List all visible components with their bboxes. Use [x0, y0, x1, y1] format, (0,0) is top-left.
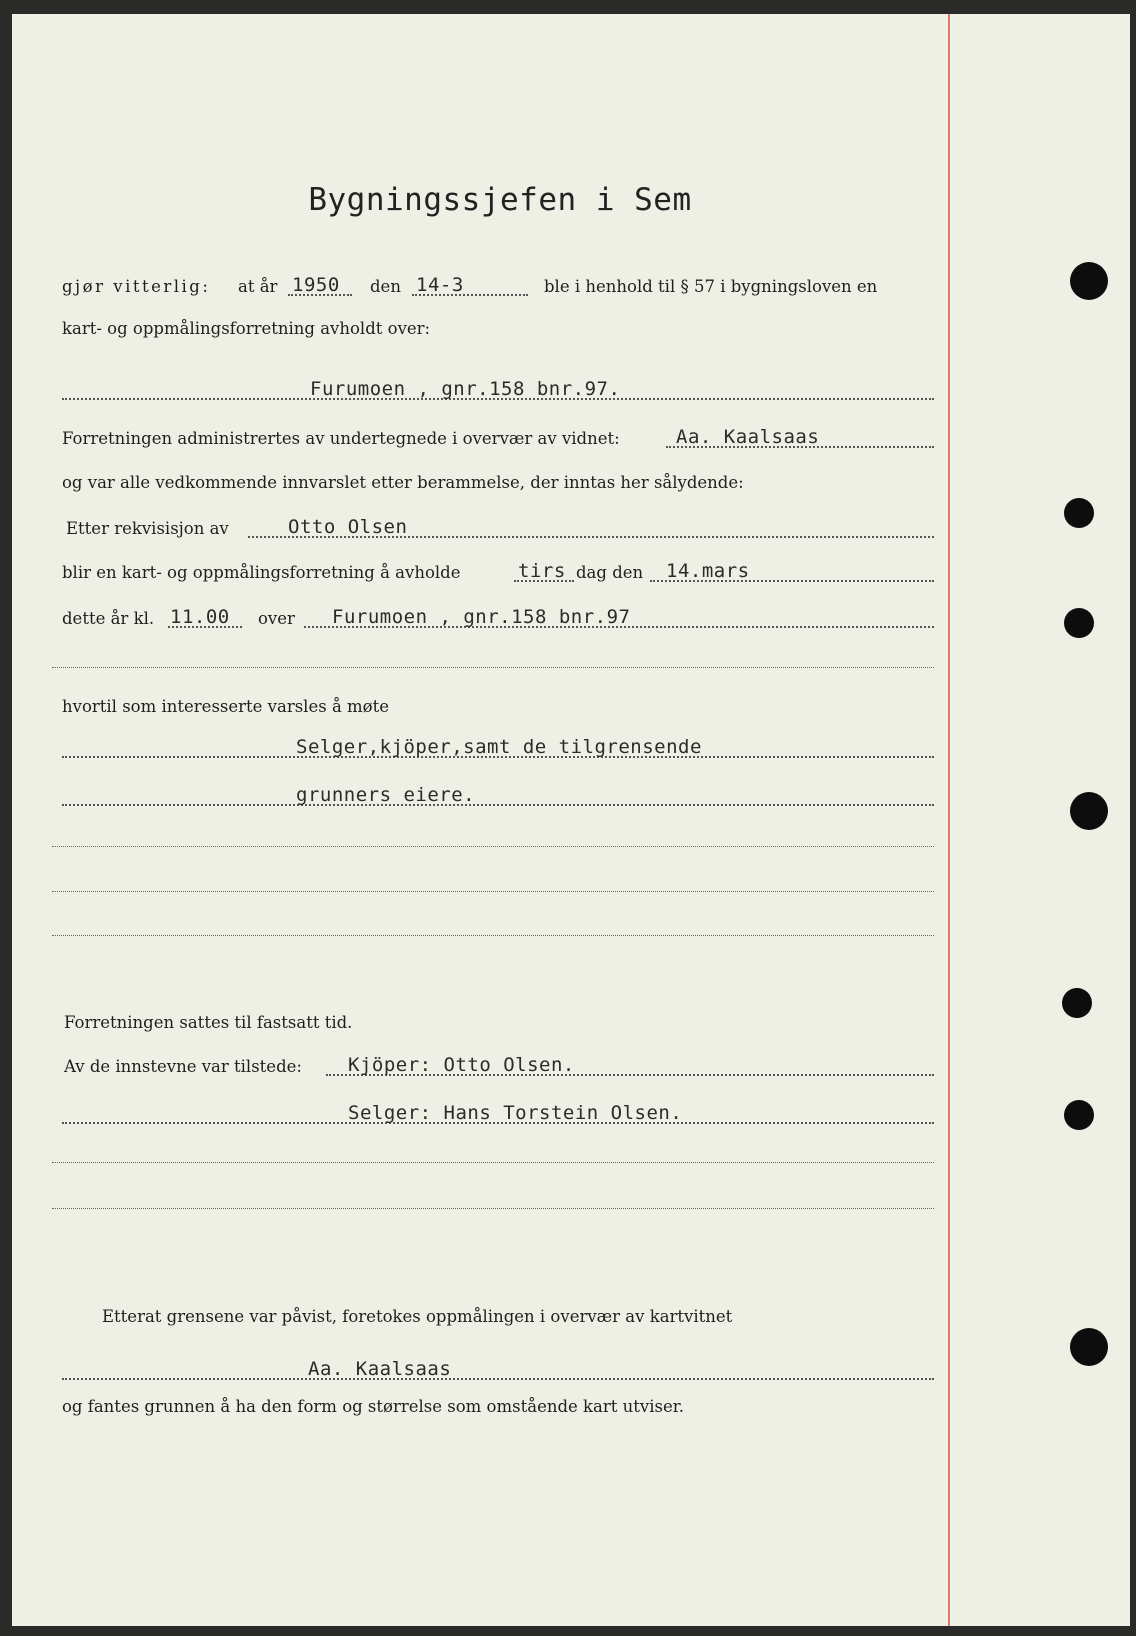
property-again-value: Furumoen , gnr.158 bnr.97 [332, 606, 631, 628]
text-dag-den: dag den [576, 563, 644, 582]
text-gjor-vitterlig: gjør vitterlig: [62, 277, 211, 296]
line-present-1 [52, 1048, 934, 1082]
parties-value-2: grunners eiere. [296, 784, 476, 806]
margin-line [948, 14, 950, 1626]
line-map-witness [52, 1352, 934, 1386]
line-varsles [52, 688, 934, 722]
line-present-2 [52, 1096, 934, 1130]
line-kart [52, 310, 934, 344]
text-rekvisisjon: Etter rekvisisjon av [66, 519, 229, 538]
text-tilstede: Av de innstevne var tilstede: [64, 1057, 302, 1076]
text-varsles: hvortil som interesserte varsles å møte [62, 697, 389, 716]
dotted-fill [62, 1378, 934, 1380]
blank-rule [52, 846, 934, 847]
blank-rule [52, 1208, 934, 1209]
punch-hole [1070, 262, 1108, 300]
line-property [52, 372, 934, 406]
blank-rule [52, 935, 934, 936]
punch-hole [1064, 498, 1094, 528]
text-ble-i-henhold: ble i henhold til § 57 i bygningsloven en [544, 277, 878, 296]
line-fastsatt [52, 1004, 934, 1038]
text-administrertes: Forretningen administrertes av undertegnede i overvær av vidnet: [62, 429, 620, 448]
text-dette-aar: dette år kl. [62, 609, 155, 628]
line-requester [52, 510, 934, 544]
present-value-1: Kjöper: Otto Olsen. [348, 1054, 575, 1076]
property-value: Furumoen , gnr.158 bnr.97. [310, 378, 621, 400]
date-value: 14-3 [416, 274, 464, 296]
text-avholde: blir en kart- og oppmålingsforretning å avholde [62, 563, 461, 582]
punch-hole [1070, 792, 1108, 830]
text-kart-oppmaling: kart- og oppmålingsforretning avholdt over: [62, 319, 431, 338]
line-witness [52, 420, 934, 454]
map-witness-value: Aa. Kaalsaas [308, 1358, 452, 1380]
line-declaration [52, 268, 934, 302]
punch-hole [1062, 988, 1092, 1018]
line-etterat [52, 1298, 934, 1332]
weekday-value: tirs [518, 560, 566, 582]
text-at-aar: at år [238, 277, 278, 296]
blank-rule [52, 1162, 934, 1163]
dotted-fill [62, 804, 934, 806]
page-title: Bygningssjefen i Sem [308, 182, 692, 218]
parties-value-1: Selger,kjöper,samt de tilgrensende [296, 736, 702, 758]
line-innvarslet [52, 464, 934, 498]
blank-rule [52, 667, 934, 668]
year-value: 1950 [292, 274, 340, 296]
text-den: den [370, 277, 401, 296]
text-innvarslet: og var alle vedkommende innvarslet etter berammelse, der inntas her sålydende: [62, 473, 744, 492]
punch-hole [1070, 1328, 1108, 1366]
line-parties-1 [52, 730, 934, 764]
time-value: 11.00 [170, 606, 230, 628]
present-value-2: Selger: Hans Torstein Olsen. [348, 1102, 683, 1124]
punch-hole [1064, 1100, 1094, 1130]
line-meeting-date [52, 554, 934, 588]
punch-hole [1064, 608, 1094, 638]
line-time [52, 600, 934, 634]
requester-value: Otto Olsen [288, 516, 408, 538]
line-form-storrelse [52, 1388, 934, 1422]
blank-rule [52, 891, 934, 892]
text-fastsatt: Forretningen sattes til fastsatt tid. [64, 1013, 353, 1032]
meeting-date-value: 14.mars [666, 560, 750, 582]
text-etterat: Etterat grensene var påvist, foretokes oppmålingen i overvær av kartvitnet [102, 1307, 733, 1326]
witness-value: Aa. Kaalsaas [676, 426, 820, 448]
text-form-storrelse: og fantes grunnen å ha den form og størrelse som omstående kart utviser. [62, 1397, 685, 1416]
text-over: over [258, 609, 295, 628]
line-parties-2 [52, 778, 934, 812]
